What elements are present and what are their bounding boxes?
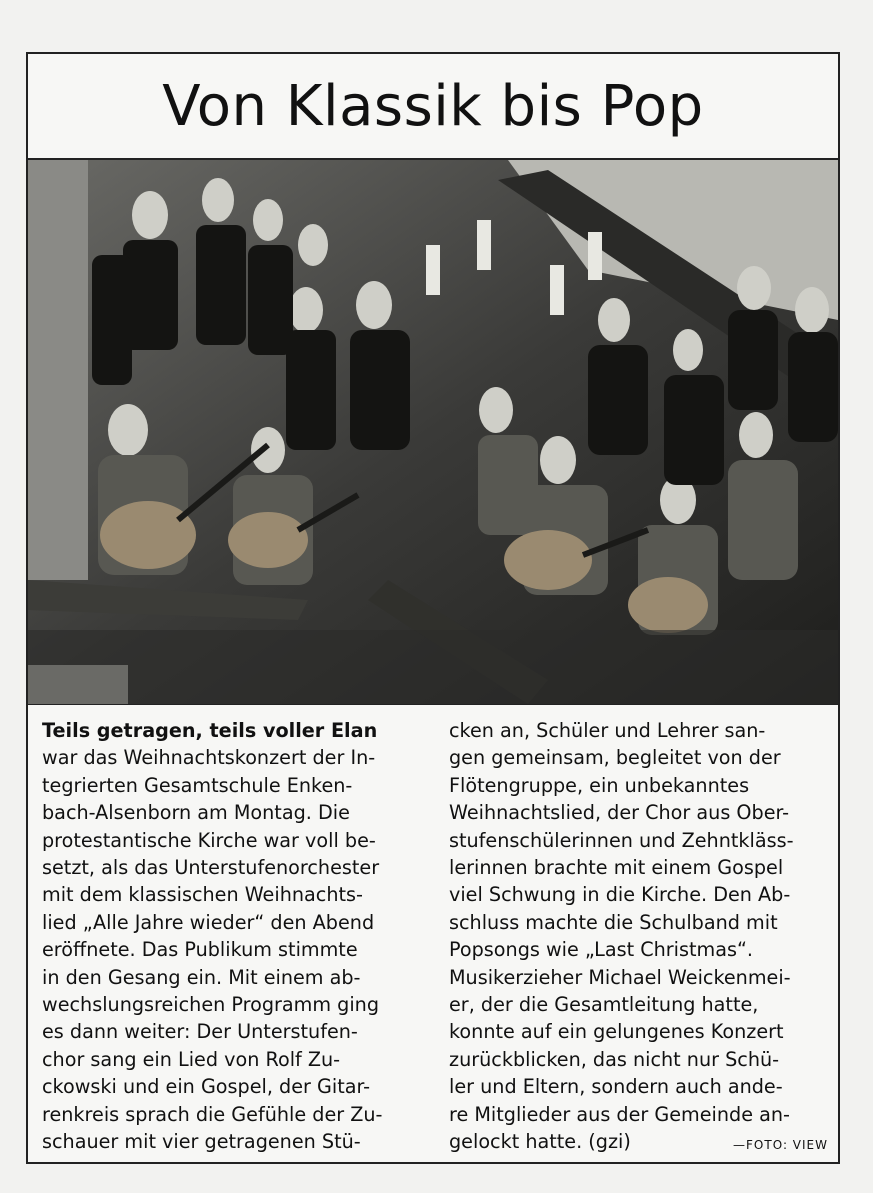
text-line: er, der die Gesamtleitung hatte,	[449, 993, 759, 1017]
text-line: chor sang ein Lied von Rolf Zu-	[42, 1047, 341, 1071]
text-line: Flötengruppe, ein unbekanntes	[449, 773, 750, 797]
text-line: protestantische Kirche war voll be-	[42, 828, 376, 852]
last-line-text: gelockt hatte. (gzi)	[449, 1130, 631, 1154]
concert-photo-image	[28, 160, 838, 704]
text-line: lied „Alle Jahre wieder“ den Abend	[42, 910, 375, 934]
concert-photo	[28, 160, 838, 705]
text-line: cken an, Schüler und Lehrer san-	[449, 719, 766, 742]
headline: Von Klassik bis Pop	[162, 73, 704, 139]
text-line: zurückblicken, das nicht nur Schü-	[449, 1047, 780, 1071]
text-line: war das Weihnachtskonzert der In-	[42, 746, 376, 770]
photo-credit: —FOTO: VIEW	[733, 1138, 828, 1153]
text-line: Musikerzieher Michael Weickenmei-	[449, 965, 791, 989]
text-line: konnte auf ein gelungenes Konzert	[449, 1020, 784, 1044]
headline-box	[28, 54, 838, 160]
text-line: Weihnachtslied, der Chor aus Ober-	[449, 801, 790, 825]
text-line: schauer mit vier getragenen Stü-	[42, 1130, 361, 1154]
article-body	[28, 705, 838, 1160]
text-line: tegrierten Gesamtschule Enken-	[42, 773, 353, 797]
text-line: viel Schwung in die Kirche. Den Ab-	[449, 883, 791, 907]
text-line: schluss machte die Schulband mit	[449, 910, 778, 934]
text-line: gen gemeinsam, begleitet von der	[449, 746, 781, 770]
text-line: lerinnen brachte mit einem Gospel	[449, 856, 784, 880]
text-line: re Mitglieder aus der Gemeinde an-	[449, 1102, 790, 1126]
text-line: bach-Alsenborn am Montag. Die	[42, 801, 350, 825]
text-line: in den Gesang ein. Mit einem ab-	[42, 965, 361, 989]
column-2	[449, 717, 828, 1160]
lead-line: Teils getragen, teils voller Elan	[42, 719, 378, 742]
text-line: es dann weiter: Der Unterstufen-	[42, 1020, 358, 1044]
text-line: Popsongs wie „Last Christmas“.	[449, 938, 754, 962]
newspaper-article	[26, 52, 840, 1164]
text-line: setzt, als das Unterstufenorchester	[42, 856, 380, 880]
text-line: renkreis sprach die Gefühle der Zu-	[42, 1102, 383, 1126]
text-line: eröffnete. Das Publikum stimmte	[42, 938, 358, 962]
text-line: ler und Eltern, sondern auch ande-	[449, 1075, 783, 1099]
text-line: mit dem klassischen Weihnachts-	[42, 883, 363, 907]
text-line: wechslungsreichen Programm ging	[42, 993, 380, 1017]
column-1	[42, 717, 421, 1160]
text-line: ckowski und ein Gospel, der Gitar-	[42, 1075, 371, 1099]
last-line	[449, 1128, 828, 1155]
text-line: stufenschülerinnen und Zehntkläss-	[449, 828, 794, 852]
